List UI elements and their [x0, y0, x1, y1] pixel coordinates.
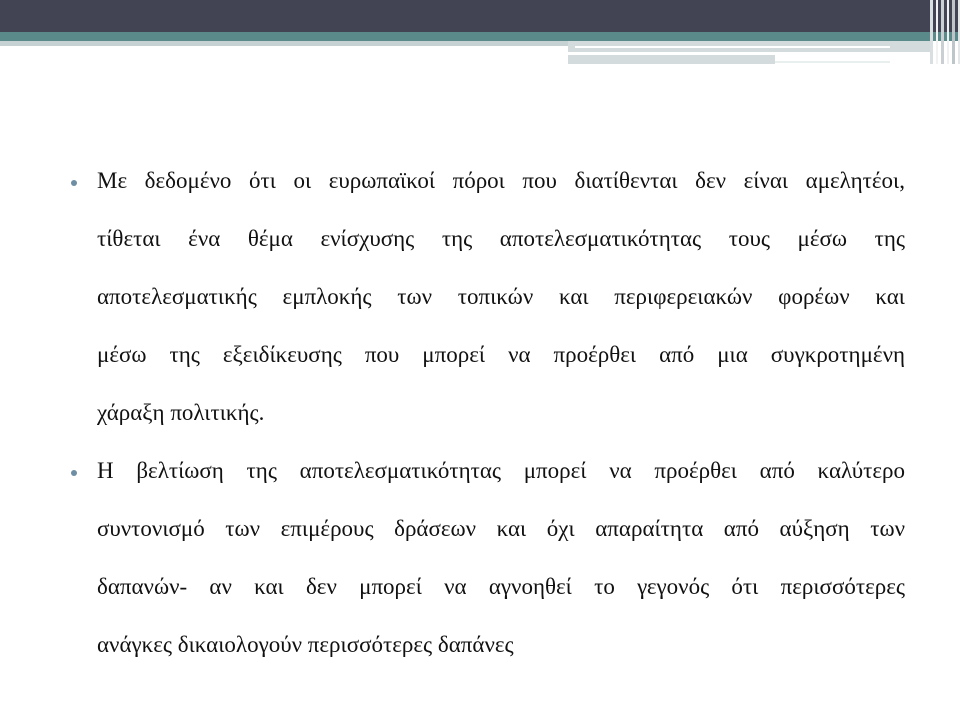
- bullet-text-line: ανάγκες δικαιολογούν περισσότερες δαπάνες: [97, 632, 514, 657]
- header-highlight-line-lower: [775, 61, 890, 63]
- header-vertical-stripe: [947, 0, 949, 64]
- header-vertical-stripe: [930, 0, 933, 64]
- bullet-icon: [71, 180, 77, 186]
- header-highlight-line-upper: [575, 46, 890, 48]
- header-vertical-stripe: [952, 0, 955, 64]
- header-accent-stripe: [0, 32, 960, 41]
- header-vertical-stripe: [941, 0, 944, 64]
- bullet-item: [97, 152, 905, 442]
- bullet-text-line: μέσω της εξειδίκευσης που μπορεί να προέρθει από μια συγκροτημένη: [97, 342, 905, 367]
- bullet-text-line: Η βελτίωση της αποτελεσματικότητας μπορεί να προέρθει από καλύτερο: [97, 458, 905, 483]
- bullet-text-line: Με δεδομένο ότι οι ευρωπαϊκοί πόροι που διατίθενται δεν είναι αμελητέοι,: [97, 168, 905, 193]
- bullet-text-line: συντονισμό των επιμέρους δράσεων και όχι απαραίτητα από αύξηση των: [97, 516, 905, 541]
- header-bar: [0, 0, 960, 32]
- bullet-text-line: αποτελεσματικής εμπλοκής των τοπικών και περιφερειακών φορέων και: [97, 284, 905, 309]
- bullet-icon: [71, 470, 77, 476]
- bullet-list: [97, 152, 905, 674]
- header-vertical-stripe: [936, 0, 938, 64]
- bullet-item: [97, 442, 905, 674]
- bullet-text-line: χάραξη πολιτικής.: [97, 400, 265, 425]
- bullet-text-line: τίθεται ένα θέμα ενίσχυσης της αποτελεσματικότητας τους μέσω της: [97, 226, 905, 251]
- header-rule-left: [0, 41, 568, 46]
- header-band-lower: [568, 55, 775, 64]
- bullet-text-line: δαπανών- αν και δεν μπορεί να αγνοηθεί το γεγονός ότι περισσότερες: [97, 574, 905, 599]
